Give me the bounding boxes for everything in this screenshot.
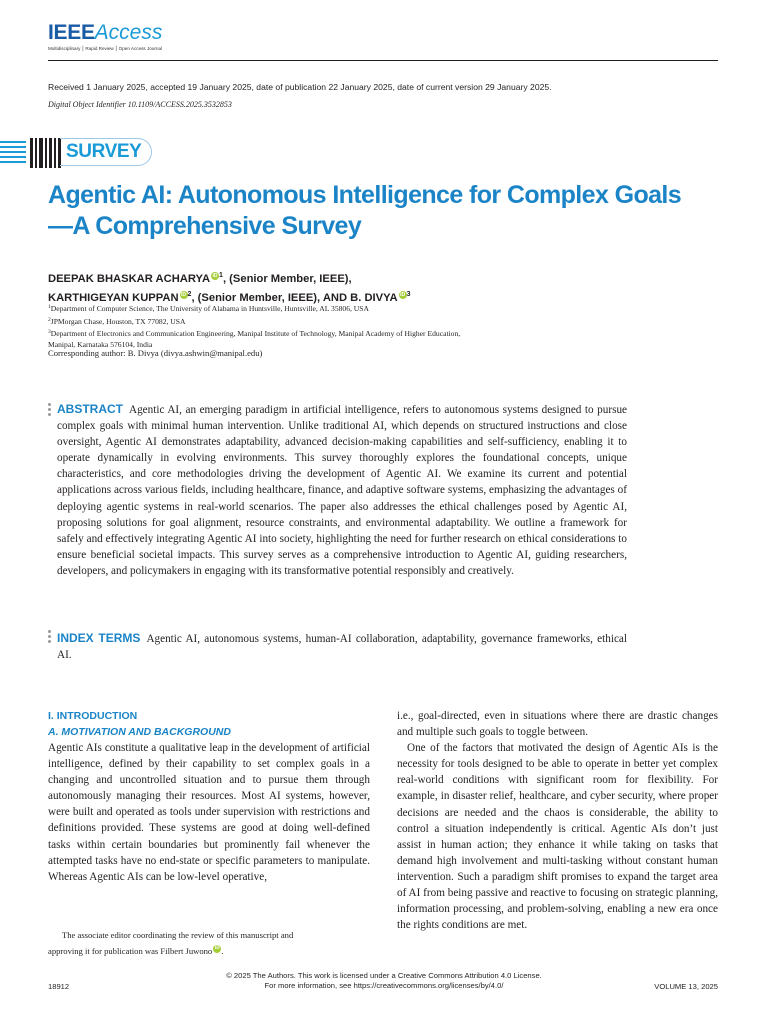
abstract-text: Agentic AI, an emerging paradigm in artificial intelligence, refers to autonomous systems designed to pursue complex goals with minimal human intervention. Unlike traditional AI, which depends on structured instructions and close oversight, Agentic AI demonstrates adaptability, advanced decision-making capabilities and self-sufficiency, enabling it to operate dynamically in evolving environments. This survey thoroughly explores the foundational concepts, unique characteristics, and core methodologies driving the development of Agentic AI. We examine its current and potential applications across various fields, including healthcare, finance, and adaptive software systems, emphasizing the advantages of deploying agentic systems in real-world scenarios. The paper also addresses the ethical challenges posed by Agentic AI, proposing solutions for goal alignment, resource constraints, and environmental adaptability. We outline a framework for safely and effectively integrating Agentic AI into society, highlighting the need for further research on ethical considerations to ensure beneficial societal impacts. This survey serves as a comprehensive introduction to Agentic AI, guiding researchers, developers, and policymakers in engaging with its transformative potential responsibly and creatively. xyxy=(57,404,627,577)
abstract-label: ABSTRACT xyxy=(57,402,123,416)
author-membership: , (Senior Member, IEEE), AND B. DIVYA xyxy=(191,292,398,304)
subsection-heading: A. MOTIVATION AND BACKGROUND xyxy=(48,726,231,738)
doi: Digital Object Identifier 10.1109/ACCESS.2025.3532853 xyxy=(48,100,232,109)
affiliation-line: $^2$JPMorgan Chase, Houston, TX 77082, USA xyxy=(48,316,186,326)
barcode-stripes-icon xyxy=(0,138,62,168)
volume-year: VOLUME 13, 2025 xyxy=(654,982,718,991)
section-dots-icon xyxy=(48,403,51,418)
corresponding-author: Corresponding author: B. Divya (divya.ashwin@manipal.edu) xyxy=(48,348,263,358)
journal-logo xyxy=(48,22,162,52)
affiliation-line: Manipal, Karnataka 576104, India xyxy=(48,339,153,349)
orcid-icon[interactable]: iD xyxy=(214,945,220,951)
section-heading: I. INTRODUCTION xyxy=(48,710,138,722)
body-column-right xyxy=(397,708,718,933)
orcid-icon[interactable]: iD xyxy=(212,273,218,279)
affiliation-marker: 3 xyxy=(406,291,411,298)
affiliation-marker: 1 xyxy=(219,272,223,279)
paper-title: Agentic AI: Autonomous Intelligence for Complex Goals—A Comprehensive Survey xyxy=(48,181,682,240)
page-number: 18912 xyxy=(48,982,70,991)
body-paragraph: One of the factors that motivated the design of Agentic AIs is the necessity for tools designed to be able to operate in better yet complex real-world conditions with significant room for flexibility. For example, in disaster relief, healthcare, and cyber security, where proper decisions are needed and the chaos is considerable, the ability to control a situation independently is critical. Agentic AIs don’t just assist in human action; they enhance it while taking on tasks that demand high involvement and multi-tasking without constant human intervention. Such a paradigm shift promises to expand the target area of AI from being passive and reactive to focusing on strategic planning, information processing, and problem-solving, enabling a new era once the rights conditions are met. xyxy=(397,742,718,932)
affiliations xyxy=(48,302,460,350)
author-list xyxy=(48,268,411,306)
orcid-icon[interactable]: iD xyxy=(400,292,406,298)
logo-access: Access xyxy=(94,21,163,44)
license-notice: © 2025 The Authors. This work is licensed under a Creative Commons Attribution 4.0 License. For more information, see https://creativecommons.org/licenses/by/4.0/ xyxy=(150,971,618,991)
author-membership: , (Senior Member, IEEE), xyxy=(222,273,352,285)
publication-dates: Received 1 January 2025, accepted 19 January 2025, date of publication 22 January 2025, date of current version 29 January 2025. xyxy=(48,82,552,92)
section-dots-icon xyxy=(48,630,51,645)
body-paragraph: i.e., goal-directed, even in situations where there are drastic changes and multiple such goals to toggle between. xyxy=(397,710,718,739)
body-paragraph: Agentic AIs constitute a qualitative leap in the development of artificial intelligence, defined by their capability to set complex goals in a changing and uncontrolled situation and to pursue them through autonomously managing their resources. Most AI systems, however, were built and operated as tools under supervision with restrictions and definitions provided. These systems are good at doing well-defined tasks within certain boundaries but prominently fail whenever the attempted tasks have no end-state or specific parameters to manipulate. Whereas Agentic AIs can be low-level operative, xyxy=(48,742,370,883)
body-column-left xyxy=(48,708,370,885)
orcid-icon[interactable]: iD xyxy=(181,292,187,298)
affiliation-line: $^3$Department of Electronics and Communication Engineering, Manipal Institute of Technology, Manipal Academy of Higher Education, xyxy=(48,329,461,339)
affiliation-marker: 2 xyxy=(187,291,192,298)
header-rule xyxy=(48,60,718,61)
author-name: DEEPAK BHASKAR ACHARYA xyxy=(48,273,211,285)
index-terms xyxy=(57,630,627,663)
index-terms-label: INDEX TERMS xyxy=(57,631,141,645)
author-name: KARTHIGEYAN KUPPAN xyxy=(48,292,179,304)
license-link[interactable]: For more information, see https://creativecommons.org/licenses/by/4.0/ xyxy=(264,981,504,990)
affiliation-line: $^1$Department of Computer Science, The University of Alabama in Huntsville, Huntsville, AL 35806, USA xyxy=(48,304,370,313)
index-terms-text: Agentic AI, autonomous systems, human-AI collaboration, adaptability, governance frameworks, ethical AI. xyxy=(57,633,627,662)
editor-footnote: The associate editor coordinating the review of this manuscript and approving it for publication was Filbert Juwono iD . xyxy=(48,930,294,956)
logo-ieee: IEEE xyxy=(48,21,95,44)
article-category: SURVEY xyxy=(66,141,142,162)
abstract xyxy=(57,401,627,579)
logo-tagline: Multidisciplinary ⎮ Rapid Review ⎮ Open Access Journal xyxy=(48,46,163,51)
